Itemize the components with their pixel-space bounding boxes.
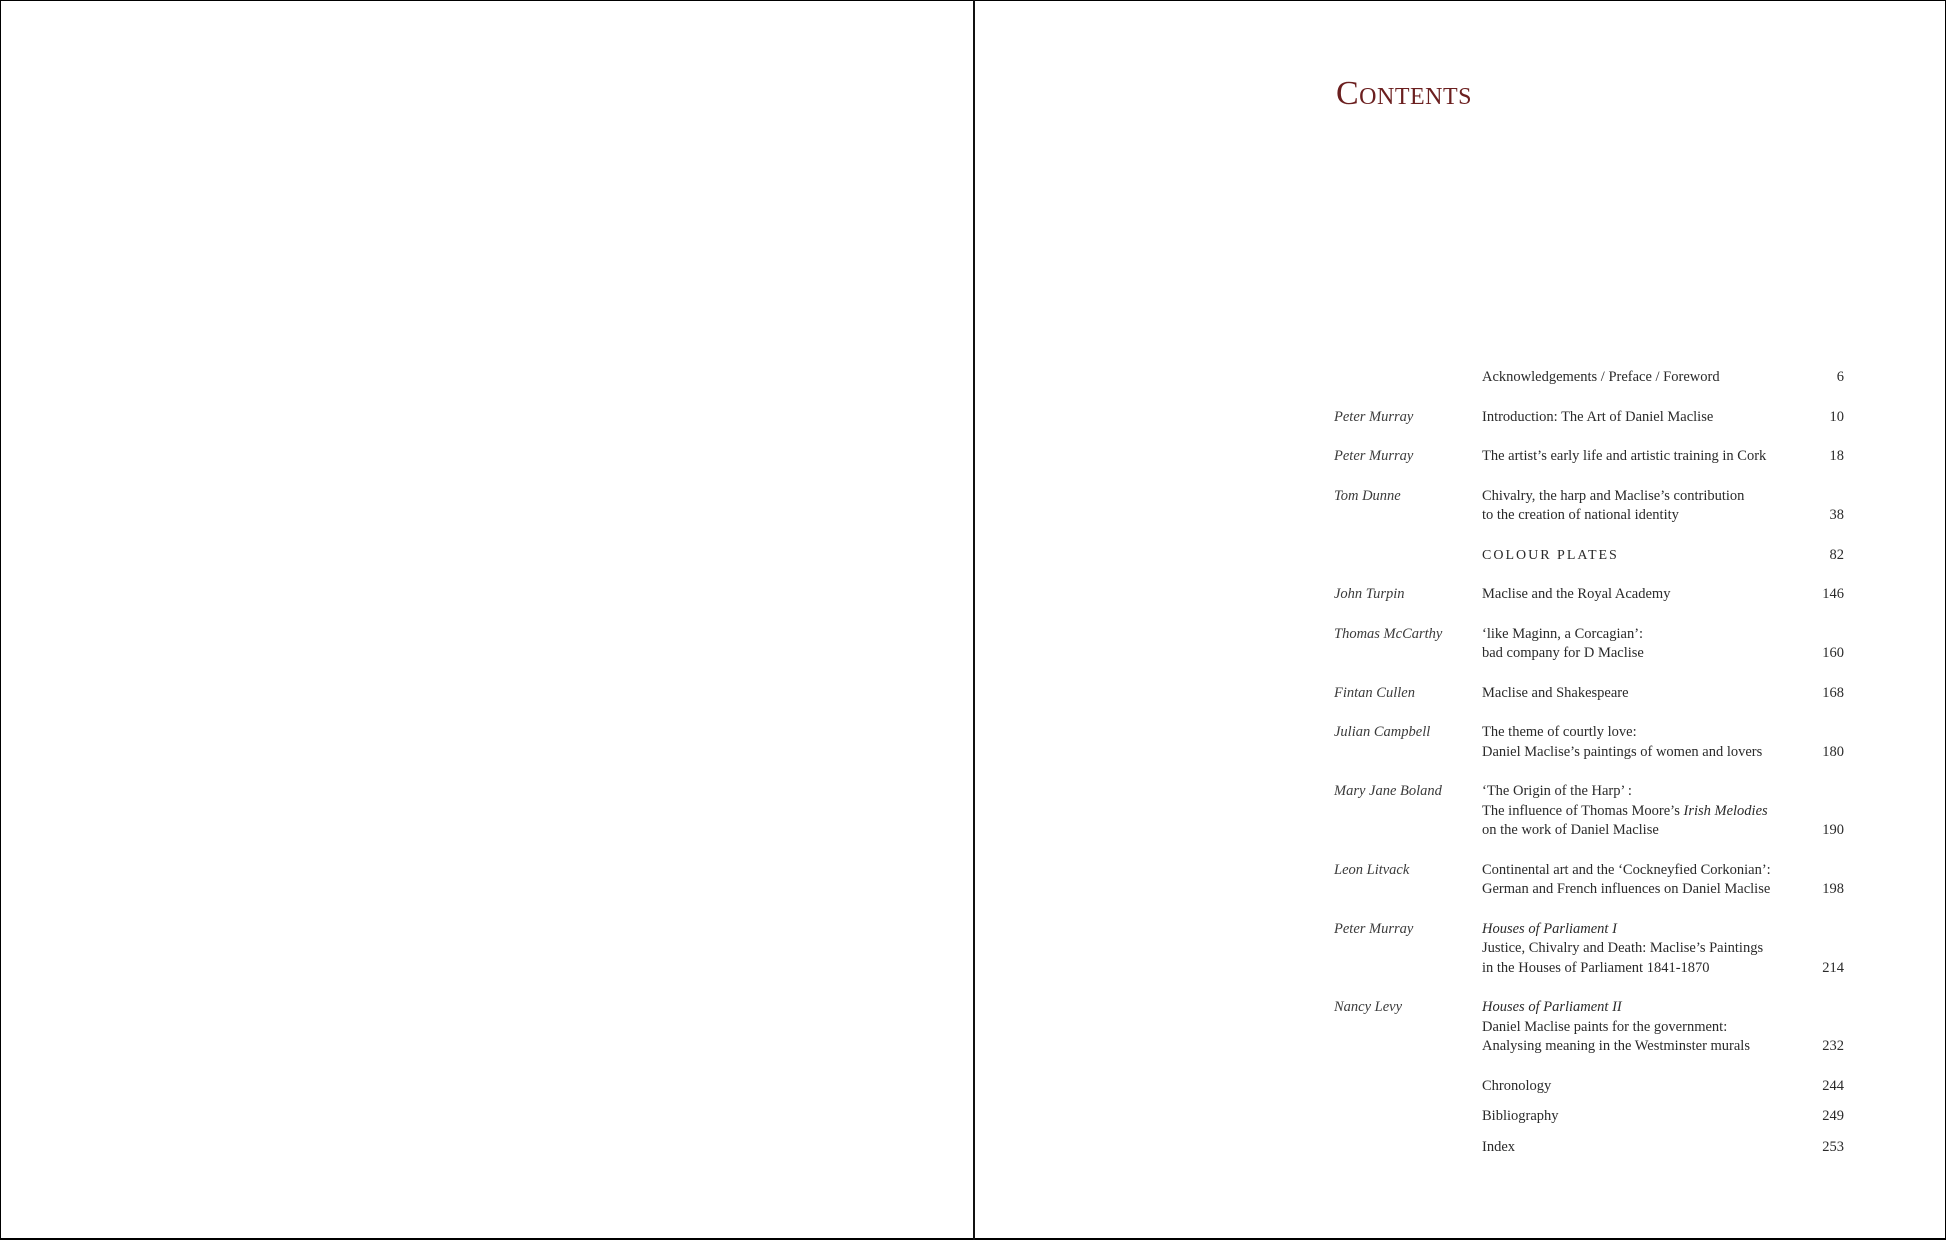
toc-title-text: Chronology <box>1482 1077 1552 1094</box>
toc-title-line <box>1482 1018 1784 1038</box>
toc-author: Peter Murray <box>1334 448 1414 464</box>
toc-entry <box>1334 546 1844 566</box>
toc-author: Nancy Levy <box>1334 999 1403 1015</box>
toc-title-line <box>1482 880 1784 900</box>
toc-author: Mary Jane Boland <box>1334 783 1442 799</box>
toc-page-number: 168 <box>1822 684 1844 701</box>
toc-entry <box>1334 408 1844 428</box>
toc-author <box>1334 546 1482 566</box>
toc-page-number: 18 <box>1829 448 1844 464</box>
toc-author: Tom Dunne <box>1334 487 1401 504</box>
toc-title-text: The artist’s early life and artistic training in Cork <box>1482 448 1767 464</box>
toc-author: Fintan Cullen <box>1334 684 1415 701</box>
toc-title <box>1482 546 1784 566</box>
toc-entry <box>1334 998 1844 1057</box>
right-page <box>974 0 1946 1240</box>
toc-entry <box>1334 625 1844 664</box>
toc-page-number: 198 <box>1822 881 1844 897</box>
toc-page-number: 146 <box>1822 586 1844 602</box>
toc-title-text: German and French influences on Daniel Maclise <box>1482 881 1771 897</box>
toc-author <box>1334 1077 1482 1097</box>
toc-title-line <box>1482 802 1784 822</box>
toc-title-text: Daniel Maclise’s paintings of women and lovers <box>1482 743 1763 760</box>
toc-title-text: bad company for D Maclise <box>1482 645 1644 661</box>
toc-title-line <box>1482 684 1784 704</box>
toc-title-text: to the creation of national identity <box>1482 507 1679 523</box>
toc-title-line <box>1482 585 1784 605</box>
toc-title-line <box>1482 920 1784 940</box>
toc-title-text: Houses of Parliament I <box>1482 920 1617 937</box>
toc-entry <box>1334 585 1844 605</box>
toc-page-number: 253 <box>1822 1138 1844 1155</box>
toc-entry <box>1334 861 1844 900</box>
toc-title-line <box>1482 743 1784 763</box>
toc-page-number: 180 <box>1822 743 1844 760</box>
toc-title-text: Daniel Maclise paints for the government: <box>1482 1018 1728 1035</box>
toc-page-number: 6 <box>1836 369 1844 385</box>
toc-author <box>1334 368 1482 388</box>
toc-title <box>1482 782 1784 841</box>
toc-title-text: Bibliography <box>1482 1108 1559 1124</box>
toc-title-line <box>1482 723 1784 743</box>
table-of-contents <box>1334 368 1844 1157</box>
toc-title-text: Chivalry, the harp and Maclise’s contribution <box>1482 487 1745 504</box>
toc-title-text: The influence of Thomas Moore’s <box>1482 802 1684 819</box>
toc-title <box>1482 920 1784 979</box>
toc-title <box>1482 723 1784 762</box>
toc-title <box>1482 368 1784 388</box>
toc-title-text: ‘like Maginn, a Corcagian’: <box>1482 625 1644 642</box>
toc-page-number: 160 <box>1822 645 1844 661</box>
toc-title-line <box>1482 447 1784 467</box>
toc-title-line <box>1482 939 1784 959</box>
toc-title-text: Justice, Chivalry and Death: Maclise’s Paintings <box>1482 940 1764 956</box>
toc-entry <box>1334 684 1844 704</box>
toc-title <box>1482 447 1784 467</box>
contents-heading: Contents <box>1336 75 1473 112</box>
toc-entry <box>1334 782 1844 841</box>
toc-title-line <box>1482 368 1784 388</box>
toc-title-line <box>1482 821 1784 841</box>
toc-entry <box>1334 920 1844 979</box>
toc-title-text: on the work of Daniel Maclise <box>1482 822 1659 838</box>
toc-author: Peter Murray <box>1334 408 1414 425</box>
toc-page-number: 38 <box>1829 507 1844 523</box>
toc-entry <box>1334 447 1844 467</box>
toc-title-line <box>1482 487 1784 507</box>
toc-title <box>1482 585 1784 605</box>
toc-title-text: Index <box>1482 1138 1516 1155</box>
toc-page-number: 244 <box>1822 1077 1844 1094</box>
toc-author <box>1334 1107 1482 1127</box>
toc-author: John Turpin <box>1334 586 1405 602</box>
toc-title-line <box>1482 959 1784 979</box>
toc-title-line <box>1482 998 1784 1018</box>
toc-page-number: 10 <box>1829 408 1844 425</box>
page-gutter <box>973 0 975 1240</box>
toc-title <box>1482 684 1784 704</box>
toc-title-line <box>1482 506 1784 526</box>
toc-title-text: Continental art and the ‘Cockneyfied Corkonian’: <box>1482 861 1771 878</box>
toc-author: Leon Litvack <box>1334 861 1410 878</box>
toc-title-text: COLOUR PLATES <box>1482 547 1619 563</box>
toc-title-italic: Irish Melodies <box>1683 802 1768 819</box>
toc-title-text: The theme of courtly love: <box>1482 724 1637 740</box>
toc-entry <box>1334 1138 1844 1158</box>
toc-title-text: Houses of Parliament II <box>1482 999 1622 1015</box>
toc-title <box>1482 861 1784 900</box>
toc-title-text: Maclise and the Royal Academy <box>1482 586 1671 602</box>
toc-page-number: 190 <box>1822 822 1844 838</box>
toc-page-number: 82 <box>1829 546 1844 563</box>
toc-title <box>1482 625 1784 664</box>
toc-title-line <box>1482 1138 1784 1158</box>
toc-title-line <box>1482 546 1784 566</box>
toc-title-line <box>1482 1107 1784 1127</box>
toc-title-line <box>1482 1037 1784 1057</box>
toc-title-line <box>1482 782 1784 802</box>
toc-title-line <box>1482 644 1784 664</box>
toc-entry <box>1334 1107 1844 1127</box>
toc-title-text: Analysing meaning in the Westminster murals <box>1482 1038 1750 1054</box>
toc-title-text: Acknowledgements / Preface / Foreword <box>1482 369 1720 385</box>
toc-entry <box>1334 487 1844 526</box>
toc-title <box>1482 487 1784 526</box>
toc-title <box>1482 1107 1784 1127</box>
toc-title-line <box>1482 861 1784 881</box>
toc-page-number: 232 <box>1822 1038 1844 1054</box>
toc-entry <box>1334 723 1844 762</box>
toc-page-number: 249 <box>1822 1108 1844 1124</box>
toc-title <box>1482 998 1784 1057</box>
toc-entry <box>1334 368 1844 388</box>
toc-title-text: Maclise and Shakespeare <box>1482 684 1629 701</box>
toc-title <box>1482 1138 1784 1158</box>
toc-title-text: in the Houses of Parliament 1841-1870 <box>1482 959 1710 976</box>
toc-title <box>1482 408 1784 428</box>
toc-author <box>1334 1138 1482 1158</box>
toc-title-line <box>1482 408 1784 428</box>
toc-author: Julian Campbell <box>1334 724 1431 740</box>
toc-title-text: Introduction: The Art of Daniel Maclise <box>1482 408 1714 425</box>
toc-title <box>1482 1077 1784 1097</box>
toc-author: Peter Murray <box>1334 920 1414 937</box>
toc-entry <box>1334 1077 1844 1097</box>
toc-page-number: 214 <box>1822 959 1844 976</box>
toc-author: Thomas McCarthy <box>1334 625 1443 642</box>
toc-title-line <box>1482 1077 1784 1097</box>
toc-title-line <box>1482 625 1784 645</box>
toc-title-text: ‘The Origin of the Harp’ : <box>1482 783 1632 799</box>
